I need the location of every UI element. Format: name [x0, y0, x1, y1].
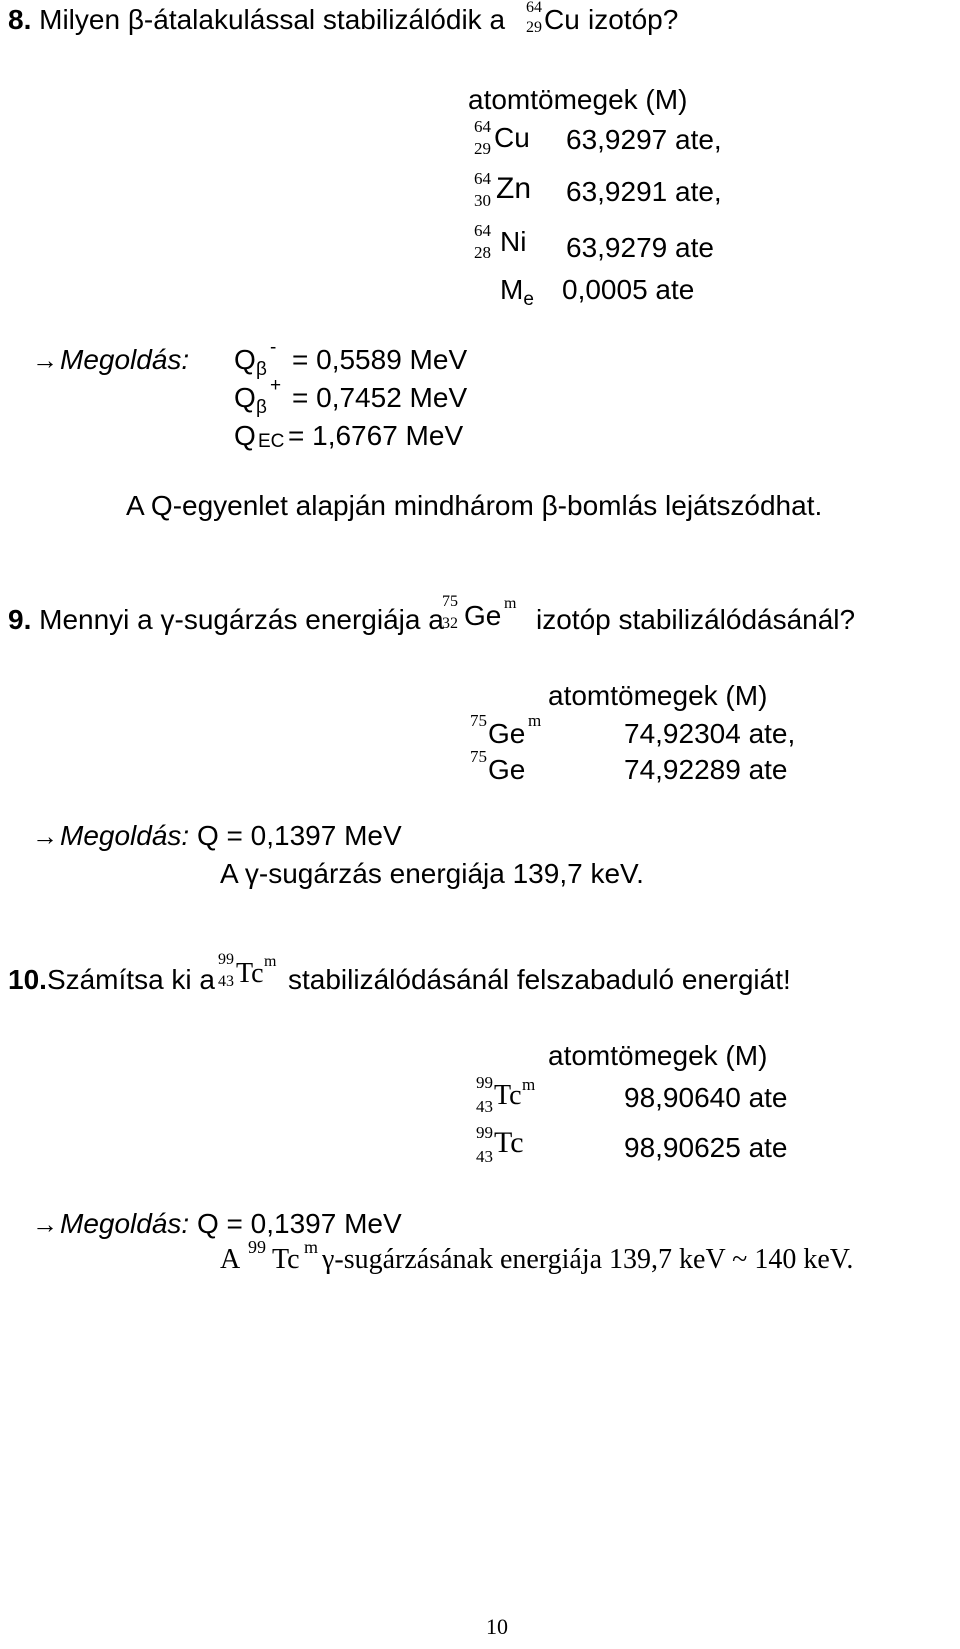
- q8-row-zn-mass: 64: [474, 169, 491, 188]
- q10-iso-z: 43: [218, 973, 234, 990]
- q8-q1-value: = 0,5589 MeV: [292, 344, 468, 375]
- q8-q-line-2: [234, 375, 534, 420]
- q8-heading: [8, 6, 505, 34]
- q9-heading-suffix: izotóp stabilizálódásánál?: [536, 604, 856, 635]
- q8-iso-mass: 64: [526, 0, 542, 16]
- q9-heading: [8, 606, 444, 634]
- q8-row-zn-symbol: Zn: [496, 172, 532, 205]
- q8-me-value: 0,0005 ate: [562, 274, 695, 305]
- q9-iso-meta: m: [504, 595, 517, 612]
- q10-row-tcm-symbol: Tc: [494, 1080, 522, 1111]
- q10-row-tc-symbol: Tc: [494, 1126, 524, 1159]
- q10-iso-meta: m: [264, 953, 277, 970]
- q10-solution-value: Q = 0,1397 MeV: [196, 1208, 402, 1239]
- q8-q2-symbol: Q: [234, 382, 256, 413]
- q8-q3-sub: EC: [258, 431, 285, 452]
- q8-q2-sub: β: [256, 397, 267, 418]
- q9-row-gem-mass: 75: [470, 711, 487, 730]
- q8-row-me: [500, 276, 800, 310]
- q9-row-gem-value: 74,92304 ate,: [624, 718, 796, 749]
- q10-row-tc-value: 98,90625 ate: [624, 1132, 788, 1163]
- q10-row-tc: [474, 1124, 954, 1176]
- q10-heading-suffix: stabilizálódásánál felszabaduló energiát!: [288, 964, 791, 995]
- arrow-right-icon: →: [32, 345, 58, 375]
- q8-row-cu: [470, 118, 950, 170]
- q9-conclusion: A γ-sugárzás energiája 139,7 keV.: [220, 858, 644, 889]
- q8-row-ni: [470, 222, 950, 274]
- q8-q1-sup: -: [270, 337, 277, 358]
- q9-row-gem-meta: m: [528, 711, 542, 730]
- q10-row-tcm-z: 43: [476, 1097, 493, 1116]
- arrow-right-icon: →: [32, 1209, 58, 1239]
- q10-conclusion-meta: m: [304, 1237, 319, 1257]
- q10-iso-mass: 99: [218, 951, 234, 968]
- q8-row-cu-symbol: Cu: [494, 122, 530, 153]
- q8-row-zn: [470, 170, 950, 222]
- q8-q1-symbol: Q: [234, 344, 256, 375]
- q9-solution: [32, 822, 402, 850]
- q8-heading-isotope: [522, 0, 582, 52]
- q10-conclusion-suffix: γ-sugárzásának energiája 139,7 keV ~ 140 keV.: [322, 1244, 854, 1275]
- q9-row-gem-symbol: Ge: [488, 718, 526, 749]
- q8-iso-z: 29: [526, 19, 542, 36]
- q10-conclusion-prefix: A: [220, 1244, 241, 1275]
- q10-row-tcm-mass: 99: [476, 1073, 493, 1092]
- q8-table-header: atomtömegek (M): [468, 84, 688, 115]
- q10-heading: [8, 966, 215, 994]
- q8-number: 8.: [8, 4, 32, 35]
- q8-row-zn-z: 30: [474, 191, 491, 210]
- q8-iso-symbol: Cu: [544, 4, 580, 35]
- q8-row-cu-mass: 64: [474, 117, 491, 136]
- q9-row-ge-value: 74,92289 ate: [624, 754, 788, 785]
- q9-number: 9.: [8, 604, 32, 635]
- q9-heading-isotope: [438, 594, 528, 646]
- q9-iso-z: 32: [442, 615, 458, 632]
- q10-conclusion: [220, 1238, 940, 1278]
- q10-conclusion-symbol: Tc: [272, 1244, 300, 1275]
- page-number: 10: [486, 1614, 508, 1639]
- q8-row-ni-symbol: Ni: [500, 226, 527, 257]
- q10-row-tc-z: 43: [476, 1147, 493, 1166]
- q8-row-ni-mass: 64: [474, 221, 491, 240]
- q8-q3-symbol: Q: [234, 420, 256, 451]
- q10-heading-isotope: [214, 952, 290, 1004]
- q10-row-tc-mass: 99: [476, 1123, 493, 1142]
- q9-text: Mennyi a γ-sugárzás energiája a: [39, 604, 444, 635]
- q8-row-cu-value: 63,9297 ate,: [566, 124, 722, 155]
- q8-solution: [32, 346, 189, 374]
- q8-me-symbol: M: [500, 274, 524, 305]
- q8-me-sub: e: [523, 289, 534, 310]
- q9-table-header: atomtömegek (M): [548, 680, 768, 711]
- q8-row-ni-value: 63,9279 ate: [566, 232, 714, 263]
- q8-q2-value: = 0,7452 MeV: [292, 382, 468, 413]
- q10-iso-symbol: Tc: [236, 958, 264, 989]
- q10-solution: [32, 1210, 402, 1238]
- q10-row-tcm: [474, 1074, 954, 1126]
- q9-row-ge-mass: 75: [470, 747, 487, 766]
- q9-row-gem: [470, 712, 950, 748]
- q8-q2-sup: +: [270, 375, 282, 396]
- q9-solution-value: Q = 0,1397 MeV: [196, 820, 402, 851]
- q10-table-header: atomtömegek (M): [548, 1040, 768, 1071]
- q8-solution-label: Megoldás:: [60, 344, 190, 375]
- q10-number: 10.: [8, 964, 47, 995]
- q9-row-ge: [470, 748, 950, 784]
- q10-row-tcm-value: 98,90640 ate: [624, 1082, 788, 1113]
- q8-row-cu-z: 29: [474, 139, 491, 158]
- arrow-right-icon: →: [32, 821, 58, 851]
- q9-solution-label: Megoldás:: [60, 820, 190, 851]
- q8-row-zn-value: 63,9291 ate,: [566, 176, 722, 207]
- q8-q-line-3: [234, 422, 534, 458]
- q10-solution-label: Megoldás:: [60, 1208, 190, 1239]
- q8-heading-suffix: izotóp?: [588, 4, 679, 35]
- q8-q3-value: = 1,6767 MeV: [288, 420, 464, 451]
- q10-text: Számítsa ki a: [46, 964, 215, 995]
- q10-row-tcm-meta: m: [522, 1075, 536, 1094]
- q8-conclusion: A Q-egyenlet alapján mindhárom β-bomlás lejátszódhat.: [126, 490, 823, 521]
- q8-q1-sub: β: [256, 359, 267, 380]
- q8-row-ni-z: 28: [474, 243, 491, 262]
- q9-row-ge-symbol: Ge: [488, 754, 526, 785]
- q9-iso-mass: 75: [442, 593, 458, 610]
- q10-conclusion-mass: 99: [248, 1237, 266, 1257]
- q8-text: Milyen β-átalakulással stabilizálódik a: [39, 4, 506, 35]
- q9-iso-symbol: Ge: [464, 600, 502, 631]
